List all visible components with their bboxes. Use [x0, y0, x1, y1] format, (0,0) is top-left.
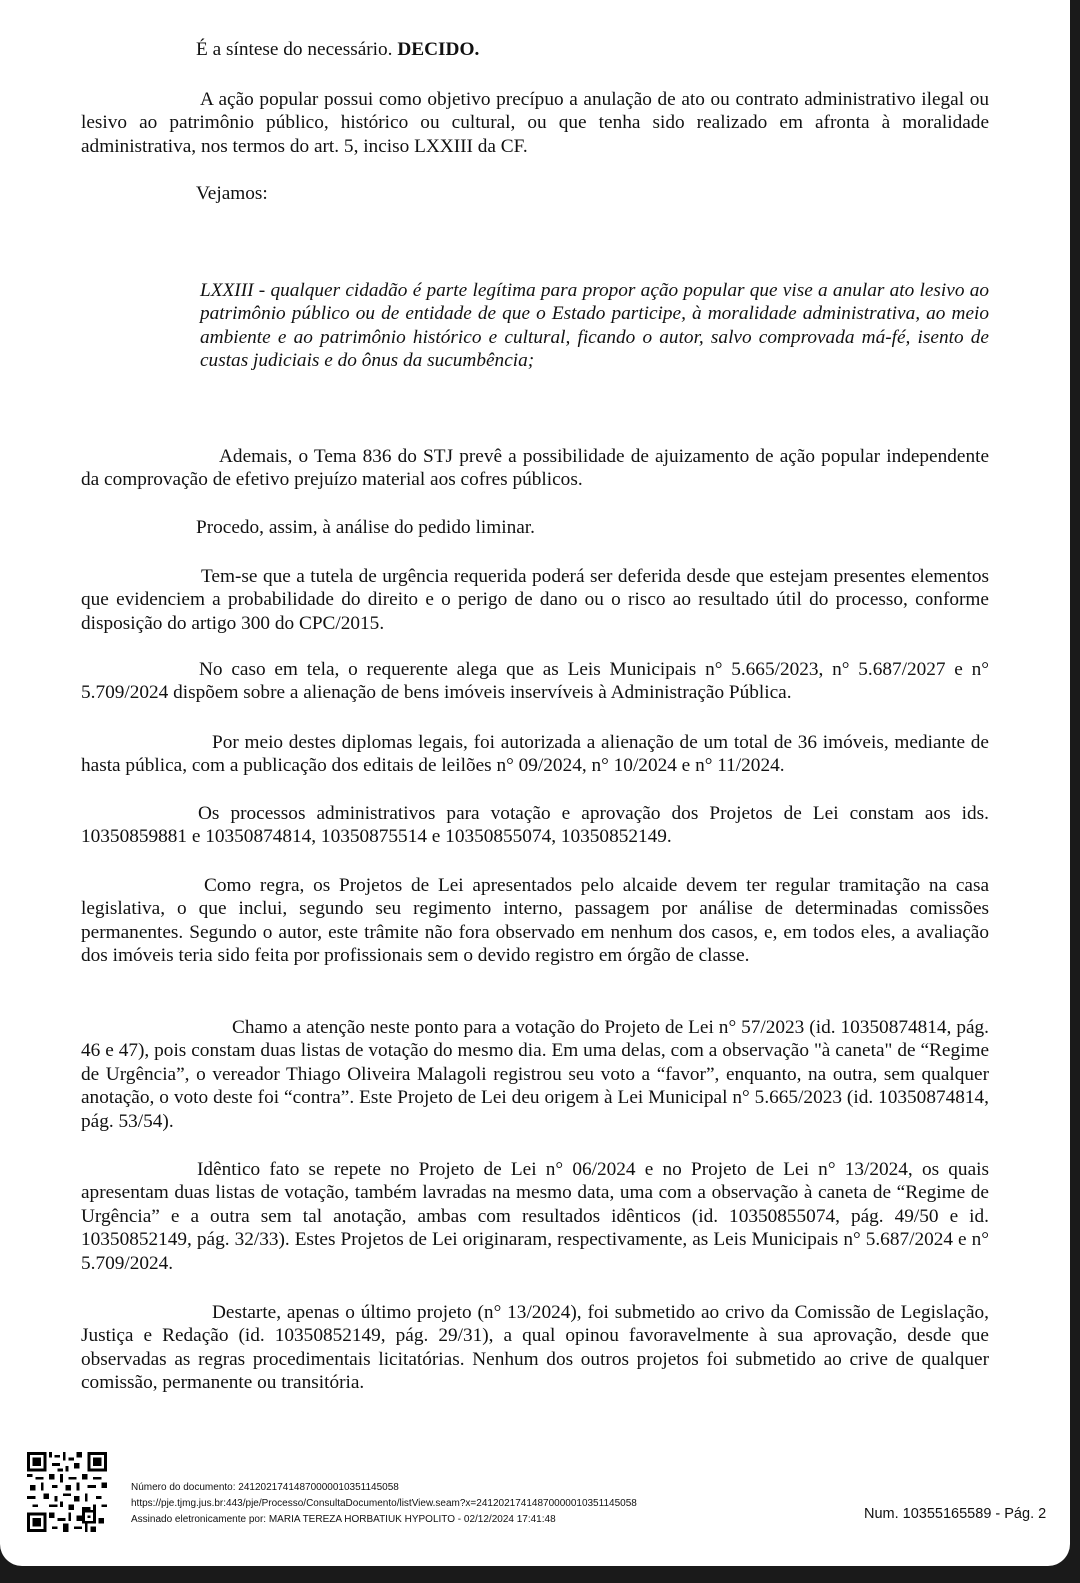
paragraph-tutela: Tem-se que a tutela de urgência requerida poderá ser deferida desde que estejam presentes elementos que evidenciem a probabilidade do direito e o perigo de dano ou o risco ao resultado útil do processo, conforme disposição do artigo 300 do CPC/2015. [81, 566, 989, 634]
document-number: Número do documento: 24120217414870000010351145058 [131, 1482, 399, 1493]
page-number: Num. 10355165589 - Pág. 2 [864, 1506, 1047, 1522]
paragraph-destarte: Destarte, apenas o último projeto (n° 13/2024), foi submetido ao crivo da Comissão de Legislação, Justiça e Redação (id. 10350852149, pág. 29/31), a qual opinou favoravelmente à sua aprovação, desde que observadas as regras procedimentais licitatórias. Nenhum dos outros projetos foi submetido ao crive de qualquer comissão, permanente ou transitória. [81, 1302, 989, 1394]
paragraph-popular-action: A ação popular possui como objetivo precípuo a anulação de ato ou contrato administrativo ilegal ou lesivo ao patrimônio público, histórico ou cultural, ou que tenha sido realizado em afronta à moralidade administrativa, nos termos do art. 5, inciso LXXIII da CF. [81, 89, 989, 157]
paragraph-processos-administrativos: Os processos administrativos para votação e aprovação dos Projetos de Lei constam aos ids. 10350859881 e 10350874814, 10350875514 e 10350855074, 10350852149. [81, 803, 989, 848]
constitution-quote: LXXIII - qualquer cidadão é parte legítima para propor ação popular que vise a anular ato lesivo ao patrimônio público ou de entidade de que o Estado participe, à moralidade administrativa, ao meio ambiente e ao patrimônio histórico e cultural, ficando o autor, salvo comprovada má-fé, isento de custas judiciais e do ônus da sucumbência; [200, 280, 989, 372]
paragraph-diplomas-legais: Por meio destes diplomas legais, foi autorizada a alienação de um total de 36 imóveis, mediante de hasta pública, com a publicação dos editais de leilões n° 09/2024, n° 10/2024 e n° 11/2024. [81, 732, 989, 777]
signature-line: Assinado eletronicamente por: MARIA TEREZA HORBATIUK HYPOLITO - 02/12/2024 17:41:48 [131, 1514, 556, 1525]
paragraph-procedo: Procedo, assim, à análise do pedido liminar. [196, 517, 535, 538]
decision-label: DECIDO. [397, 39, 480, 60]
paragraph-caso-em-tela: No caso em tela, o requerente alega que as Leis Municipais n° 5.665/2023, n° 5.687/2027 e n° 5.709/2024 dispõem sobre a alienação de bens imóveis inservíveis à Administração Pública. [81, 659, 989, 704]
footer-metadata [131, 1480, 637, 1528]
paragraph-identico-fato: Idêntico fato se repete no Projeto de Lei n° 06/2024 e no Projeto de Lei n° 13/2024, os quais apresentam duas listas de votação, também lavradas na mesmo data, uma com a observação à caneta de “Regime de Urgência” e a outra sem tal anotação, ambas com resultados idênticos (id. 10350855074, pág. 49/50 e id. 10350852149, pág. 32/33). Estes Projetos de Lei originaram, respectivamente, as Leis Municipais n° 5.687/2024 e n° 5.709/2024. [81, 1159, 989, 1274]
synthesis-text: É a síntese do necessário. [196, 39, 398, 60]
document-footer [0, 1440, 1070, 1560]
paragraph-synthesis [196, 38, 989, 61]
document-url[interactable]: https://pje.tjmg.jus.br:443/pje/Processo/ConsultaDocumento/listView.seam?x=24120217414870000010351145058 [131, 1498, 637, 1509]
qr-code-icon [27, 1452, 107, 1532]
paragraph-chamo-atencao: Chamo a atenção neste ponto para a votação do Projeto de Lei n° 57/2023 (id. 10350874814, pág. 46 e 47), pois constam duas listas de votação do mesmo dia. Em uma delas, com a observação "à caneta" de “Regime de Urgência”, o vereador Thiago Oliveira Malagoli registrou seu voto a “favor”, enquanto, na outra, sem qualquer anotação, o voto deste foi “contra”. Este Projeto de Lei deu origem à Lei Municipal n° 5.665/2023 (id. 10350874814, pág. 53/54). [81, 1017, 989, 1132]
paragraph-como-regra: Como regra, os Projetos de Lei apresentados pelo alcaide devem ter regular tramitação na casa legislativa, o que inclui, segundo seu regimento interno, passagem por análise de determinadas comissões permanentes. Segundo o autor, este trâmite não fora observado em nenhum dos casos, e, em todos eles, a avaliação dos imóveis teria sido feita por profissionais sem o devido registro em órgão de classe. [81, 875, 989, 967]
paragraph-tema-836: Ademais, o Tema 836 do STJ prevê a possibilidade de ajuizamento de ação popular independente da comprovação de efetivo prejuízo material aos cofres públicos. [81, 446, 989, 491]
paragraph-vejamos: Vejamos: [196, 183, 268, 204]
